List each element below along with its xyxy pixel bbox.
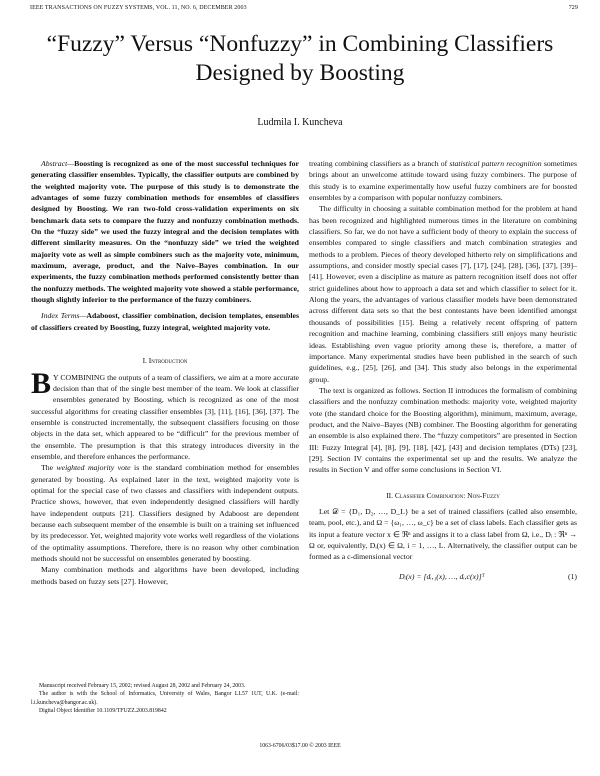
index-terms-label: Index Terms— [41, 311, 87, 321]
section-heading-classifier-combination: II. Classifier Combination: Non-Fuzzy [386, 490, 500, 500]
right-column [309, 158, 577, 590]
equation-number: (1) [567, 571, 577, 581]
paragraph: The difficulty in choosing a suitable combination method for the problem at hand has been recognized and highlighted numerous times in the literature on combining classifiers. So far, we do not have a sufficient body of theory to explain the success of ensembles compared to single classifiers and match combination strategies and methods to a problem. Pieces of theory developed hitherto rely on simplifications and assumptions, and consider mostly special cases [7], [17], [24], [28], [36], [37], [39]–[41]. However, even a discipline as mature as pattern recognition itself does not offer strict guidelines about how to approach a data set and which classifier to select for it. Along the years, the advantages of various classifier models have been demonstrated across different data sets so that the best contestants have been identified amongst thousands of possibilities [15]. Being a relatively recent offspring of pattern recognition and machine learning, combining classifiers still enjoys many heuristic ideas. Establishing even vague priority among these is, therefore, a matter of importance. Many experimental studies have been published in the search of such guidelines, e.g., [25], [26], and [34]. This study also belongs in the experimental group. [309, 204, 577, 384]
paragraph-text: The [41, 463, 57, 473]
abstract [31, 158, 299, 305]
emphasis: statistical pattern recognition [449, 159, 542, 168]
paragraph [31, 366, 299, 463]
index-terms-text: Adaboost, classifier combination, decision templates, ensembles of classifiers created by Boosting, fuzzy integral, weighted majority vote. [31, 311, 299, 332]
section-heading-introduction: I. Introduction [142, 356, 188, 366]
paragraph-text: Y COMBINING the outputs of a team of classifiers, we aim at a more accurate decision than that of the single best member of the team. We look at classifier ensembles generated by Boosting, which is recognized as one of the most successful algorithms for creating classifier ensembles [3], [11], [16], [36], [37]. The ensemble is constructed incrementally, the subsequent classifiers focusing on those objects in the data set, which appeared to be “difficult” for the previous member of the ensemble. The presumption is that this strategy introduces diversity in the ensemble, and therefore enhances the performance. [31, 372, 299, 461]
paper-title: “Fuzzy” Versus “Nonfuzzy” in Combining Classifiers Designed by Boosting [46, 31, 554, 86]
paragraph: Many combination methods and algorithms have been developed, including methods based on fuzzy sets [27]. However, [31, 565, 299, 586]
running-header [30, 5, 578, 11]
drop-cap: B [31, 366, 52, 400]
paragraph-text: sometimes brings about an unwelcome attitude toward using fuzzy combiners. The purpose of this study is to examine experimentally how useful fuzzy combiners are for boosted ensembles by a comparison with popular nonfuzzy combiners. [309, 159, 577, 203]
footnote-manuscript: Manuscript received February 15, 2002; revised August 28, 2002 and February 24, 2003. [39, 683, 246, 689]
emphasis: weighted majority vote [56, 463, 131, 473]
abstract-text: Boosting is recognized as one of the most successful techniques for generating classifier ensembles. Typically, the classifier outputs are combined by the weighted majority vote. The purpose of this study is to demonstrate the advantages of some fuzzy combination methods for ensembles of classifiers designed by Boosting. We ran two-fold cross-validation experiments on six benchmark data sets to compare the fuzzy and nonfuzzy combination methods. On the “fuzzy side” we used the fuzzy integral and the decision templates with different similarity measures. On the “nonfuzzy side” we tried the weighted majority vote as well as simple combiners such as the majority vote, minimum, maximum, average, product, and the Naive–Bayes combination. In our experiments, the fuzzy combination methods performed consistently better than the nonfuzzy methods. The weighted majority vote showed a stable performance, though slightly inferior to the performance of the fuzzy combiners. [31, 159, 299, 305]
author-name: Ludmila I. Kuncheva [257, 117, 343, 128]
equation-1 [309, 571, 577, 582]
abstract-label: Abstract— [41, 159, 75, 168]
equation-body: Dᵢ(x) = [dᵢ,₁(x), …, dᵢ,c(x)]ᵀ [399, 571, 485, 581]
paragraph-text: is the standard combination method for ensembles generated by boosting. As explained later in the text, weighted majority vote is optimal for the special case of two classes and classifiers with independent outputs. Practice shows, however, that even independently designed classifiers will hardly have independent outputs [21]. Classifiers designed by Adaboost are dependent because each subsequent member of the ensemble is built on a training set influenced by its predecessor. Yet, weighted majority vote works well regardless of the violations of the optimality assumptions. Therefore, there is no reason why other combination methods should not be successful on ensembles generated by boosting. [31, 463, 299, 563]
left-column [31, 158, 299, 587]
paragraph [31, 462, 299, 564]
page-number: 729 [568, 5, 578, 11]
paragraph: The text is organized as follows. Section II introduces the formalism of combining classifiers and the nonfuzzy combination methods: majority vote, weighted majority vote (the standard choice for the Boosting algorithm), minimum, maximum, average, product, and the Naive–Bayes (NB) combiner. The Boosting algorithm for generating an ensemble is also explained there. The “fuzzy competitors” are presented in Section III: Fuzzy Integral [4], [8], [9], [18], [42], [43] and decision templates (DTs) [23], [29]. Section IV contains the experimental set up and the results. We analyze the results in Section V and offer some conclusions in Section VI. [309, 385, 577, 475]
paragraph: Let 𝒟 = {D₁, D₂, …, D_L} be a set of trained classifiers (called also ensemble, team, pool, etc.), and Ω = {ω₁, …, ω_c} be a set of class labels. Each classifier gets as its input a feature vector x ∈ ℜⁿ and assigns it to a class label from Ω, i.e., Dᵢ : ℜⁿ → Ω or, equivalently, Dᵢ(x) ∈ Ω, i = 1, …, L. Alternatively, the classifier output can be formed as a c-dimensional vector [309, 506, 577, 562]
footnotes [31, 682, 299, 716]
copyright-line: 1063-6706/03$17.00 © 2003 IEEE [259, 743, 341, 749]
journal-name: IEEE TRANSACTIONS ON FUZZY SYSTEMS, VOL. 11, NO. 6, DECEMBER 2003 [30, 5, 247, 11]
footnote-doi: Digital Object Identifier 10.1109/TFUZZ.2003.819842 [39, 708, 167, 715]
footnote-affiliation: The author is with the School of Informatics, University of Wales, Bangor LL57 1UT, U.K. (e-mail: l.i.kuncheva@bangor.ac.uk). [31, 691, 299, 706]
paragraph-text: treating combining classifiers as a branch of [309, 159, 450, 168]
index-terms [31, 310, 299, 333]
paragraph [309, 158, 577, 203]
